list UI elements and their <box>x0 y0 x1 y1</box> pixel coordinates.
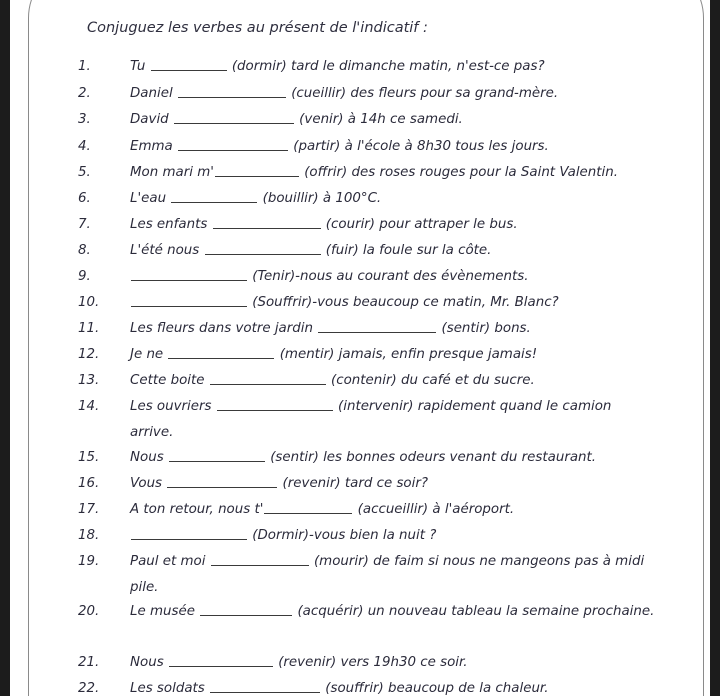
sentence-end: (sentir) bons. <box>437 321 531 336</box>
answer-blank[interactable] <box>217 396 333 411</box>
item-sentence <box>130 290 655 316</box>
answer-blank[interactable] <box>178 83 286 98</box>
item-number: 5. <box>78 165 91 180</box>
sentence-end: (acquérir) un nouveau tableau la semaine prochaine. <box>293 604 655 619</box>
sentence-start: Mon mari m' <box>130 165 214 180</box>
answer-blank[interactable] <box>178 136 288 151</box>
item-sentence <box>130 650 655 676</box>
sentence-start: Nous <box>130 655 168 670</box>
item-number: 1. <box>78 59 91 74</box>
item-sentence <box>130 676 655 696</box>
sentence-end: (bouillir) à 100°C. <box>258 191 382 206</box>
sentence-start: Je ne <box>130 347 168 362</box>
sentence-start: David <box>130 112 173 127</box>
sentence-end: (cueillir) des fleurs pour sa grand-mère. <box>286 86 559 101</box>
item-number: 3. <box>78 112 91 127</box>
item-sentence <box>130 316 655 342</box>
item-sentence <box>130 394 655 446</box>
item-number: 16. <box>78 476 100 491</box>
sentence-start: Les enfants <box>130 217 212 232</box>
item-sentence <box>130 212 655 238</box>
answer-blank[interactable] <box>167 473 277 488</box>
exercise-instruction: Conjuguez les verbes au présent de l'indicatif : <box>87 20 428 36</box>
answer-blank[interactable] <box>318 318 436 333</box>
answer-blank[interactable] <box>211 551 309 566</box>
answer-blank[interactable] <box>213 214 321 229</box>
item-number: 9. <box>78 269 91 284</box>
sentence-start: Cette boite <box>130 373 209 388</box>
answer-blank[interactable] <box>171 188 257 203</box>
sentence-end: (contenir) du café et du sucre. <box>326 373 535 388</box>
item-sentence <box>130 134 655 160</box>
item-number: 2. <box>78 86 91 101</box>
item-number: 14. <box>78 399 100 414</box>
item-sentence <box>130 368 655 394</box>
item-number: 12. <box>78 347 100 362</box>
answer-blank[interactable] <box>205 240 321 255</box>
item-sentence <box>130 107 655 133</box>
sentence-start: Vous <box>130 476 167 491</box>
sentence-end: (venir) à 14h ce samedi. <box>294 112 463 127</box>
sentence-start: Daniel <box>130 86 177 101</box>
answer-blank[interactable] <box>264 499 352 514</box>
sentence-start: Nous <box>130 450 168 465</box>
sentence-start: Paul et moi <box>130 554 210 569</box>
item-sentence <box>130 264 655 290</box>
item-number: 4. <box>78 139 91 154</box>
answer-blank[interactable] <box>200 601 292 616</box>
answer-blank[interactable] <box>168 344 274 359</box>
item-number: 15. <box>78 450 100 465</box>
answer-blank[interactable] <box>131 266 247 281</box>
item-sentence <box>130 238 655 264</box>
item-number: 13. <box>78 373 100 388</box>
item-sentence <box>130 599 655 625</box>
answer-blank[interactable] <box>151 56 227 71</box>
sentence-end: (courir) pour attraper le bus. <box>321 217 518 232</box>
sentence-start: Emma <box>130 139 178 154</box>
sentence-end: (mentir) jamais, enfin presque jamais! <box>275 347 538 362</box>
sentence-end: (fuir) la foule sur la côte. <box>321 243 492 258</box>
item-sentence <box>130 81 655 107</box>
item-sentence <box>130 342 655 368</box>
sentence-start: Les fleurs dans votre jardin <box>130 321 318 336</box>
sentence-end: (offrir) des roses rouges pour la Saint Valentin. <box>299 165 618 180</box>
item-number: 7. <box>78 217 91 232</box>
item-sentence <box>130 497 655 523</box>
sentence-end: (Dormir)-vous bien la nuit ? <box>248 528 437 543</box>
answer-blank[interactable] <box>174 109 294 124</box>
item-number: 6. <box>78 191 91 206</box>
item-sentence <box>130 445 655 471</box>
item-number: 22. <box>78 681 100 696</box>
sentence-end: (revenir) tard ce soir? <box>278 476 428 491</box>
item-number: 21. <box>78 655 100 670</box>
sentence-end: (Tenir)-nous au courant des évènements. <box>248 269 529 284</box>
sentence-end: (souffrir) beaucoup de la chaleur. <box>321 681 549 696</box>
sentence-end: (Souffrir)-vous beaucoup ce matin, Mr. Blanc? <box>248 295 559 310</box>
sentence-end: (mourir) de faim si nous ne mangeons pas à midi pile. <box>130 554 645 595</box>
item-number: 19. <box>78 554 100 569</box>
sentence-end: (intervenir) rapidement quand le camion arrive. <box>130 399 612 440</box>
answer-blank[interactable] <box>210 370 326 385</box>
item-number: 11. <box>78 321 100 336</box>
sentence-end: (accueillir) à l'aéroport. <box>353 502 515 517</box>
sentence-start: Les ouvriers <box>130 399 216 414</box>
item-sentence <box>130 549 655 601</box>
answer-blank[interactable] <box>169 652 273 667</box>
item-number: 10. <box>78 295 100 310</box>
answer-blank[interactable] <box>169 447 265 462</box>
item-sentence <box>130 471 655 497</box>
answer-blank[interactable] <box>131 292 247 307</box>
answer-blank[interactable] <box>210 678 320 693</box>
sentence-end: (revenir) vers 19h30 ce soir. <box>273 655 468 670</box>
sentence-start: L'eau <box>130 191 171 206</box>
sentence-start: L'été nous <box>130 243 204 258</box>
item-number: 20. <box>78 604 100 619</box>
sentence-start: Tu <box>130 59 150 74</box>
answer-blank[interactable] <box>215 162 299 177</box>
sentence-start: Le musée <box>130 604 200 619</box>
sentence-end: (sentir) les bonnes odeurs venant du restaurant. <box>265 450 597 465</box>
item-number: 8. <box>78 243 91 258</box>
item-sentence <box>130 160 655 186</box>
item-sentence <box>130 54 655 80</box>
sentence-end: (partir) à l'école à 8h30 tous les jours. <box>289 139 549 154</box>
item-sentence <box>130 186 655 212</box>
answer-blank[interactable] <box>131 525 247 540</box>
sentence-start: A ton retour, nous t' <box>130 502 264 517</box>
item-sentence <box>130 523 655 549</box>
sentence-end: (dormir) tard le dimanche matin, n'est-ce pas? <box>227 59 545 74</box>
item-number: 17. <box>78 502 100 517</box>
sentence-start: Les soldats <box>130 681 210 696</box>
item-number: 18. <box>78 528 100 543</box>
